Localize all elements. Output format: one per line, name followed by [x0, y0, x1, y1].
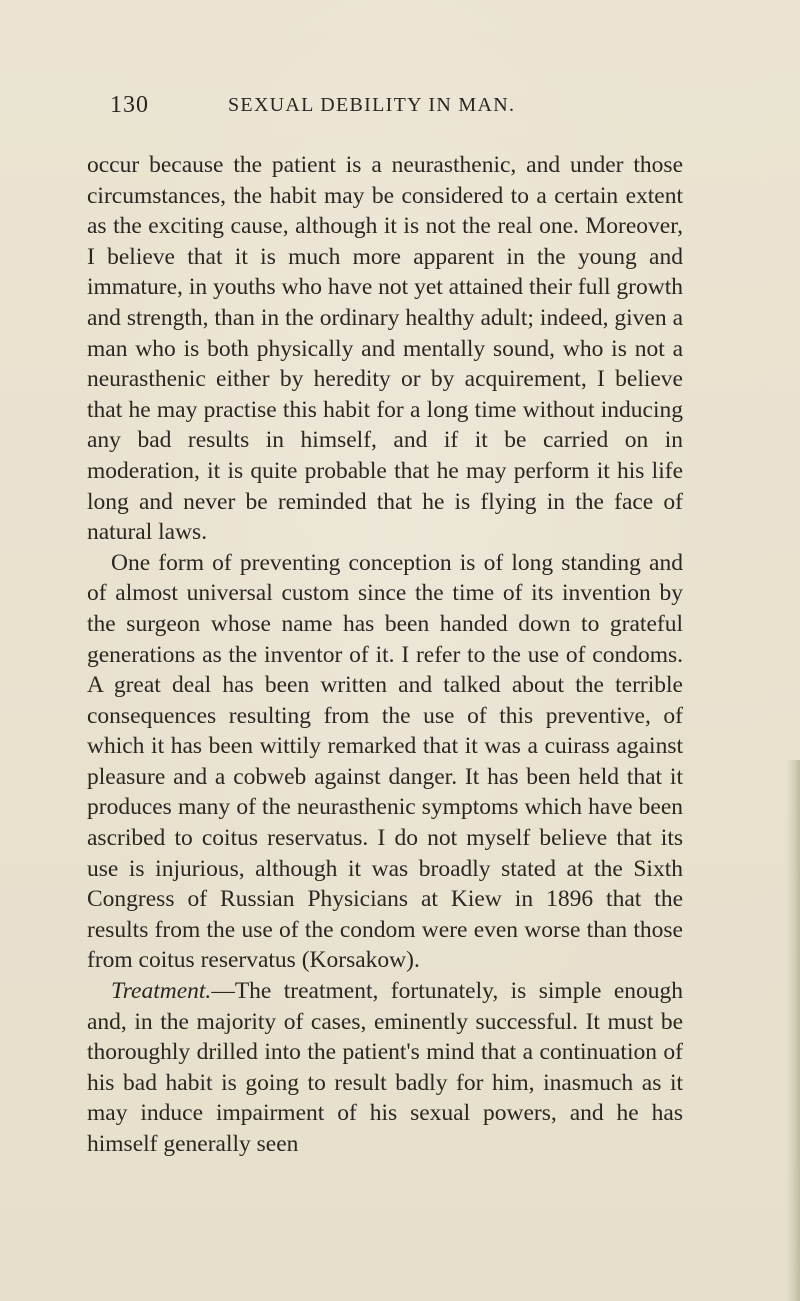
- running-head: SEXUAL DEBILITY IN MAN.: [228, 94, 516, 116]
- body-text: [87, 150, 683, 1160]
- treatment-text: —The treatment, fortunately, is simple enough and, in the majority of cases, eminently successful. It must be thoroughly drilled into the patient's mind that a continuation of his bad habit is going to result badly for him, inasmuch as it may induce impairment of his sexual powers, and he has himself generally seen: [87, 978, 683, 1157]
- paragraph-treatment: [87, 976, 683, 1160]
- paragraph-condoms: One form of preventing conception is of long standing and of almost universal custom since the time of its invention by the surgeon whose name has been handed down to grateful generations as the inventor of it. I refer to the use of condoms. A great deal has been written and talked about the terrible consequences resulting from the use of this preventive, of which it has been wittily remarked that it was a cuirass against pleasure and a cobweb against danger. It has been held that it produces many of the neurasthenic symptoms which have been ascribed to coitus reservatus. I do not myself believe that its use is injurious, although it was broadly stated at the Sixth Congress of Russian Physicians at Kiew in 1896 that the results from the use of the condom were even worse than those from coitus reservatus (Korsakow).: [87, 549, 683, 974]
- page-edge-shadow: [786, 760, 800, 1301]
- paragraph-continuation: occur because the patient is a neurasthenic, and under those circumstances, the habit may be considered to a certain extent as the exciting cause, although it is not the real one. Moreover, I believe that it is much more apparent in the young and immature, in youths who have not yet attained their full growth and strength, than in the ordinary healthy adult; indeed, given a man who is both physically and mentally sound, who is not a neurasthenic either by heredity or by acquirement, I believe that he may practise this habit for a long time without inducing any bad results in himself, and if it be carried on in moderation, it is quite probable that he may perform it his life long and never be reminded that he is flying in the face of natural laws.: [87, 152, 683, 546]
- treatment-heading: Treatment.: [111, 978, 212, 1005]
- page-number: 130: [110, 92, 149, 118]
- page-header: [110, 92, 690, 130]
